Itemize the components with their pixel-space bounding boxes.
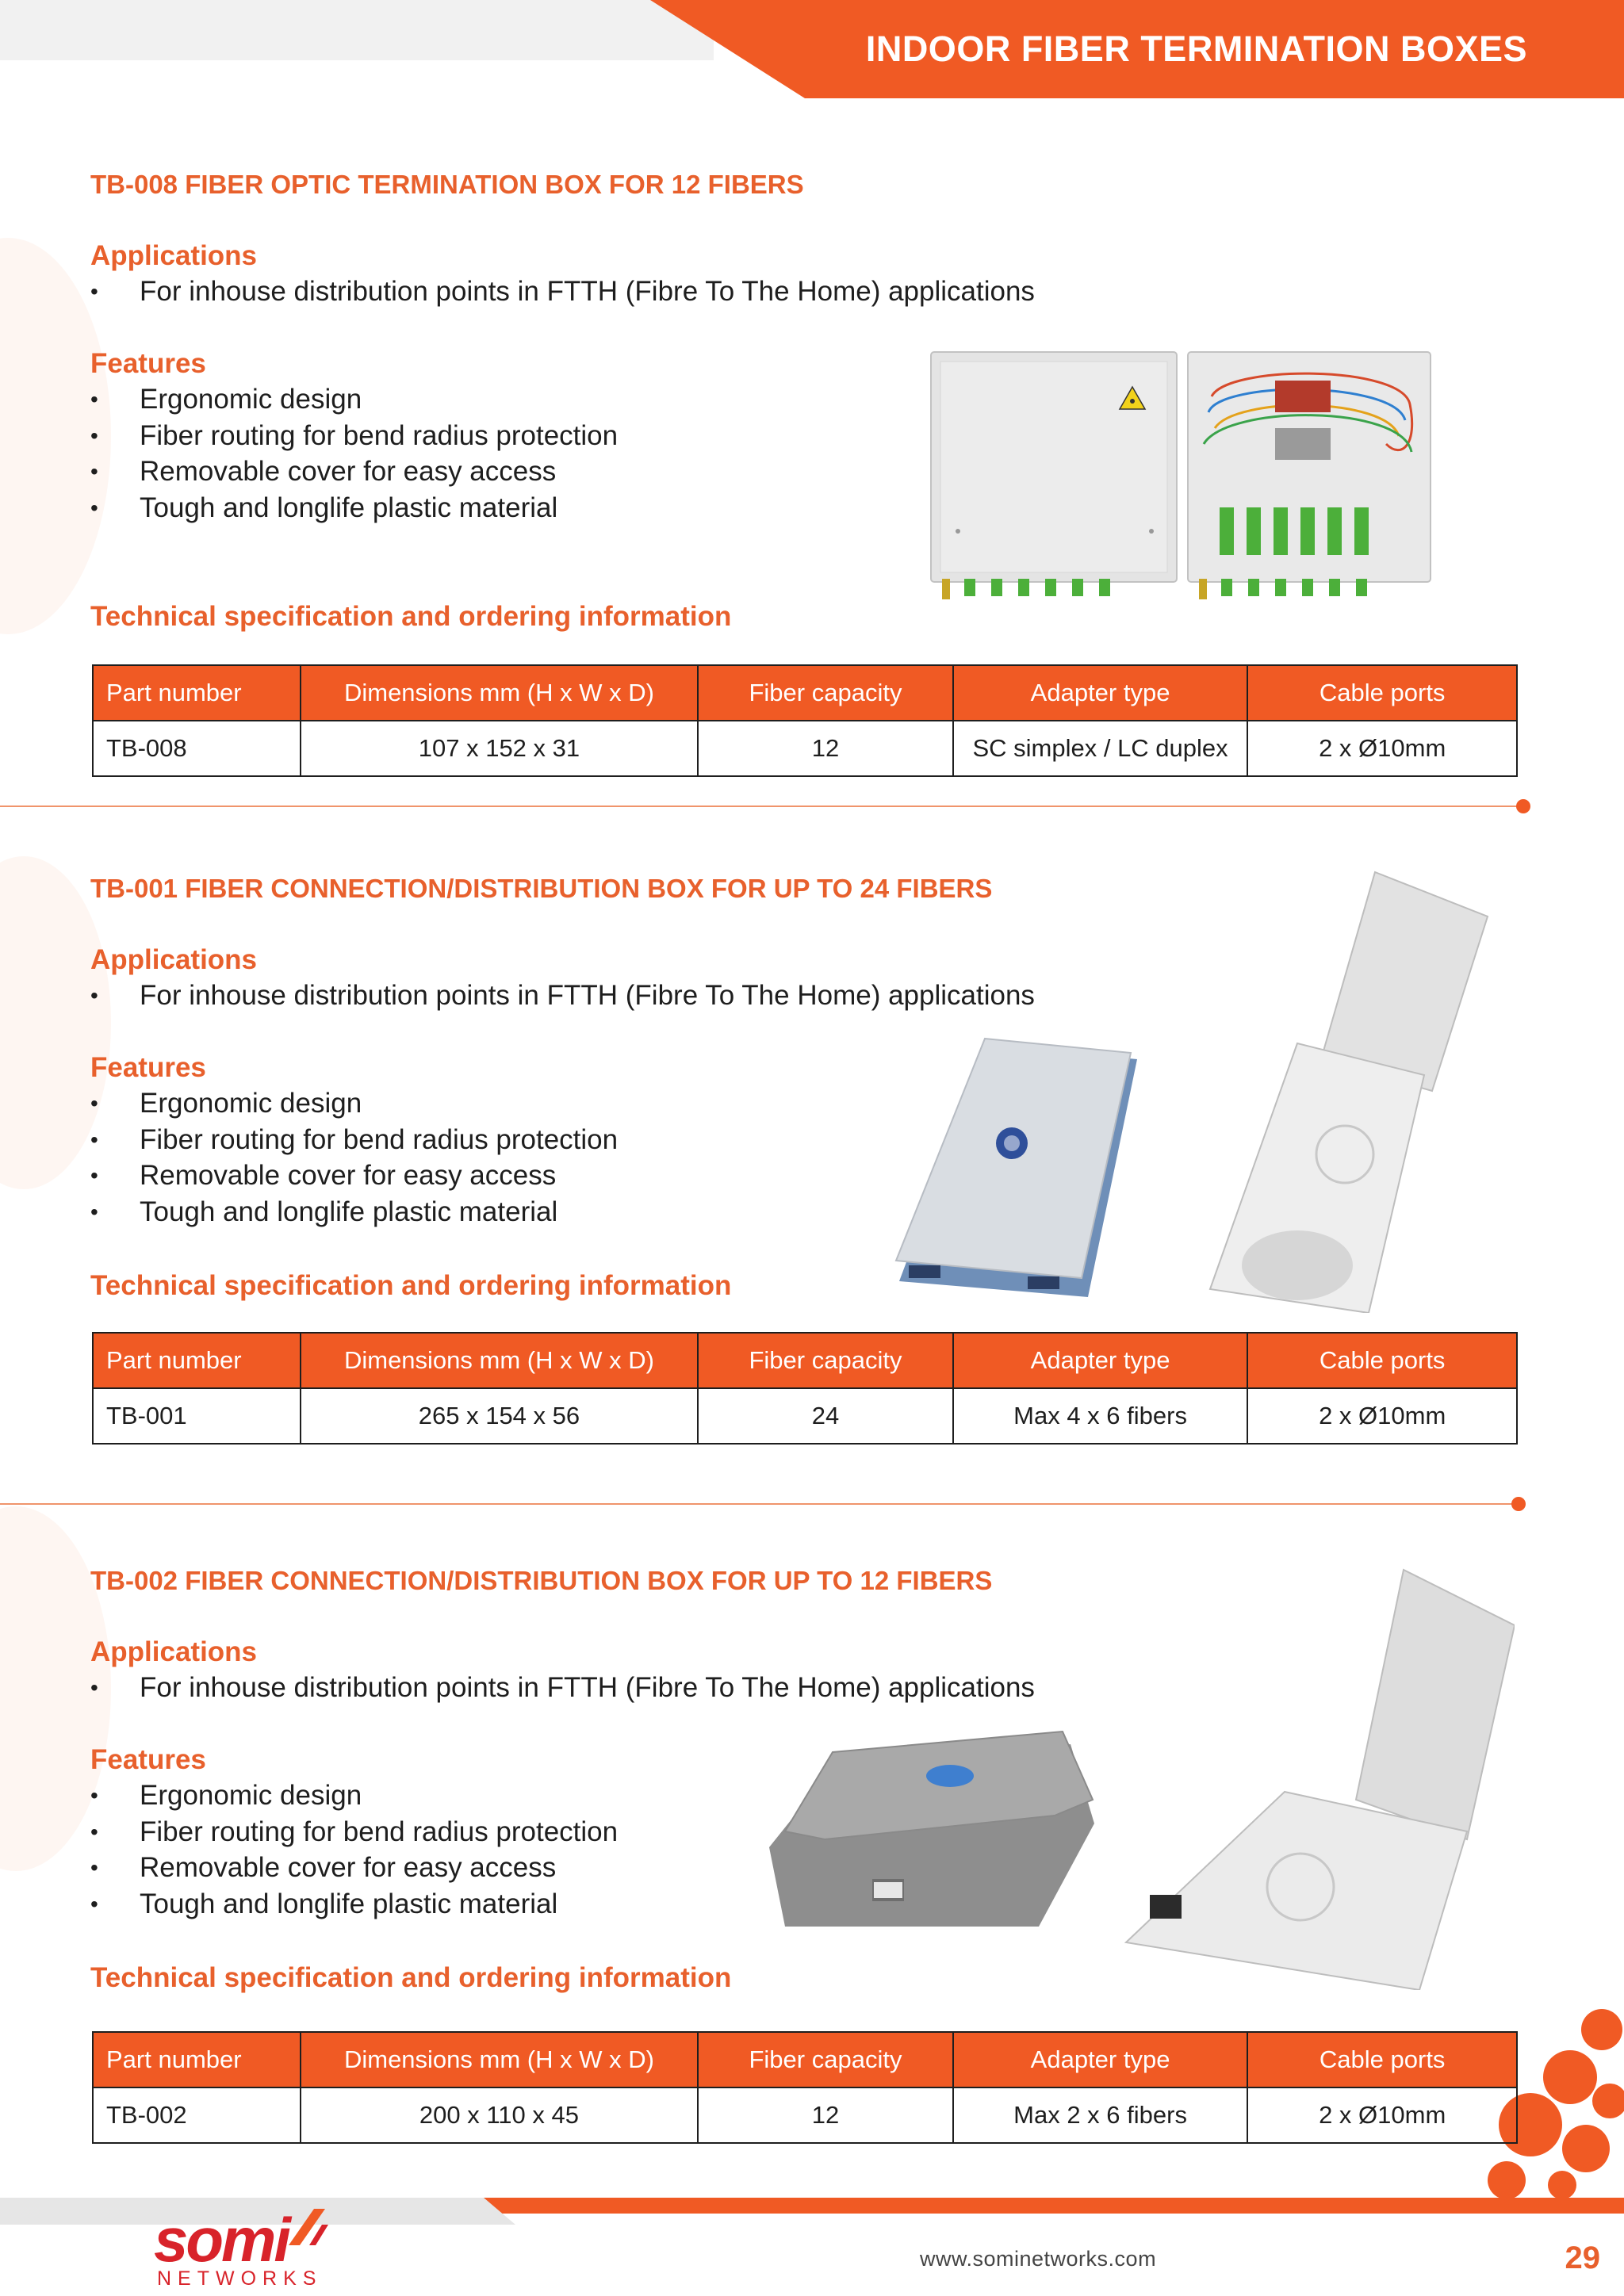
column-header: Adapter type xyxy=(953,2032,1248,2087)
list-item: • Removable cover for easy access xyxy=(90,453,618,490)
column-header: Fiber capacity xyxy=(698,665,953,721)
dimensions-cell: 107 x 152 x 31 xyxy=(301,721,698,776)
section-title: TB-001 FIBER CONNECTION/DISTRIBUTION BOX FOR UP TO 24 FIBERS xyxy=(90,874,993,903)
column-header: Part number xyxy=(93,2032,301,2087)
features-heading: Features xyxy=(90,1052,206,1083)
column-header: Fiber capacity xyxy=(698,2032,953,2087)
list-item: • Ergonomic design xyxy=(90,1085,618,1122)
capacity-cell: 12 xyxy=(698,721,953,776)
dimensions-cell: 200 x 110 x 45 xyxy=(301,2087,698,2143)
list-item: • Ergonomic design xyxy=(90,381,618,418)
part-number-cell: TB-001 xyxy=(93,1388,301,1444)
column-header: Adapter type xyxy=(953,665,1248,721)
ports-cell: 2 x Ø10mm xyxy=(1247,2087,1517,2143)
page-number: 29 xyxy=(1565,2241,1600,2275)
list-item: • Removable cover for easy access xyxy=(90,1158,618,1194)
header-gray-band xyxy=(0,0,714,60)
applications-heading: Applications xyxy=(90,240,258,271)
column-header: Dimensions mm (H x W x D) xyxy=(301,1333,698,1388)
list-item: • Tough and longlife plastic material xyxy=(90,1886,618,1923)
list-item: • For inhouse distribution points in FTTH (Fibre To The Home) applications xyxy=(90,274,1035,310)
section-title: TB-002 FIBER CONNECTION/DISTRIBUTION BOX FOR UP TO 12 FIBERS xyxy=(90,1566,993,1595)
table-row xyxy=(93,1388,1517,1444)
applications-heading: Applications xyxy=(90,944,258,975)
column-header: Dimensions mm (H x W x D) xyxy=(301,665,698,721)
part-number-cell: TB-002 xyxy=(93,2087,301,2143)
table-header-row xyxy=(93,2032,1517,2087)
divider-dot xyxy=(1511,1497,1526,1511)
spec-table-tb-002 xyxy=(92,2031,1518,2144)
section-title: TB-008 FIBER OPTIC TERMINATION BOX FOR 12 FIBERS xyxy=(90,170,804,199)
tech-spec-heading: Technical specification and ordering information xyxy=(90,1962,732,1993)
adapter-cell: SC simplex / LC duplex xyxy=(953,721,1248,776)
list-item: • Ergonomic design xyxy=(90,1777,618,1814)
table-row xyxy=(93,2087,1517,2143)
ports-cell: 2 x Ø10mm xyxy=(1247,1388,1517,1444)
tech-spec-heading: Technical specification and ordering information xyxy=(90,601,732,632)
features-list xyxy=(90,381,618,526)
list-item: • Tough and longlife plastic material xyxy=(90,1194,618,1230)
column-header: Part number xyxy=(93,1333,301,1388)
ports-cell: 2 x Ø10mm xyxy=(1247,721,1517,776)
list-item: • Fiber routing for bend radius protection xyxy=(90,1814,618,1850)
column-header: Cable ports xyxy=(1247,2032,1517,2087)
list-item: • Tough and longlife plastic material xyxy=(90,490,618,526)
applications-heading: Applications xyxy=(90,1636,258,1667)
applications-list xyxy=(90,274,1035,310)
column-header: Cable ports xyxy=(1247,665,1517,721)
tech-spec-heading: Technical specification and ordering information xyxy=(90,1270,732,1301)
list-item: • Fiber routing for bend radius protection xyxy=(90,418,618,454)
divider-dot xyxy=(1516,799,1530,813)
website-url[interactable]: www.sominetworks.com xyxy=(920,2247,1157,2271)
adapter-cell: Max 4 x 6 fibers xyxy=(953,1388,1248,1444)
adapter-cell: Max 2 x 6 fibers xyxy=(953,2087,1248,2143)
features-list xyxy=(90,1777,618,1922)
section-divider xyxy=(0,1503,1522,1505)
logo-subtitle: NETWORKS xyxy=(157,2267,323,2290)
capacity-cell: 12 xyxy=(698,2087,953,2143)
list-item: • Fiber routing for bend radius protection xyxy=(90,1122,618,1158)
logo-swoosh-icon xyxy=(282,2204,330,2252)
features-heading: Features xyxy=(90,1744,206,1775)
dimensions-cell: 265 x 154 x 56 xyxy=(301,1388,698,1444)
list-item: • For inhouse distribution points in FTTH (Fibre To The Home) applications xyxy=(90,1670,1035,1706)
features-list xyxy=(90,1085,618,1230)
column-header: Fiber capacity xyxy=(698,1333,953,1388)
company-logo: somi xyxy=(154,2205,289,2275)
table-header-row xyxy=(93,1333,1517,1388)
column-header: Cable ports xyxy=(1247,1333,1517,1388)
tb-008-product-image xyxy=(926,349,1434,610)
column-header: Adapter type xyxy=(953,1333,1248,1388)
spec-table-tb-008 xyxy=(92,664,1518,777)
page-title: INDOOR FIBER TERMINATION BOXES xyxy=(865,29,1527,69)
list-item: • Removable cover for easy access xyxy=(90,1850,618,1886)
tb-001-product-image xyxy=(885,869,1503,1313)
spec-table-tb-001 xyxy=(92,1332,1518,1445)
tb-002-product-image xyxy=(753,1562,1515,1990)
capacity-cell: 24 xyxy=(698,1388,953,1444)
table-row xyxy=(93,721,1517,776)
column-header: Part number xyxy=(93,665,301,721)
column-header: Dimensions mm (H x W x D) xyxy=(301,2032,698,2087)
list-item: • For inhouse distribution points in FTTH (Fibre To The Home) applications xyxy=(90,978,1035,1014)
section-divider xyxy=(0,806,1522,807)
features-heading: Features xyxy=(90,348,206,379)
table-header-row xyxy=(93,665,1517,721)
part-number-cell: TB-008 xyxy=(93,721,301,776)
